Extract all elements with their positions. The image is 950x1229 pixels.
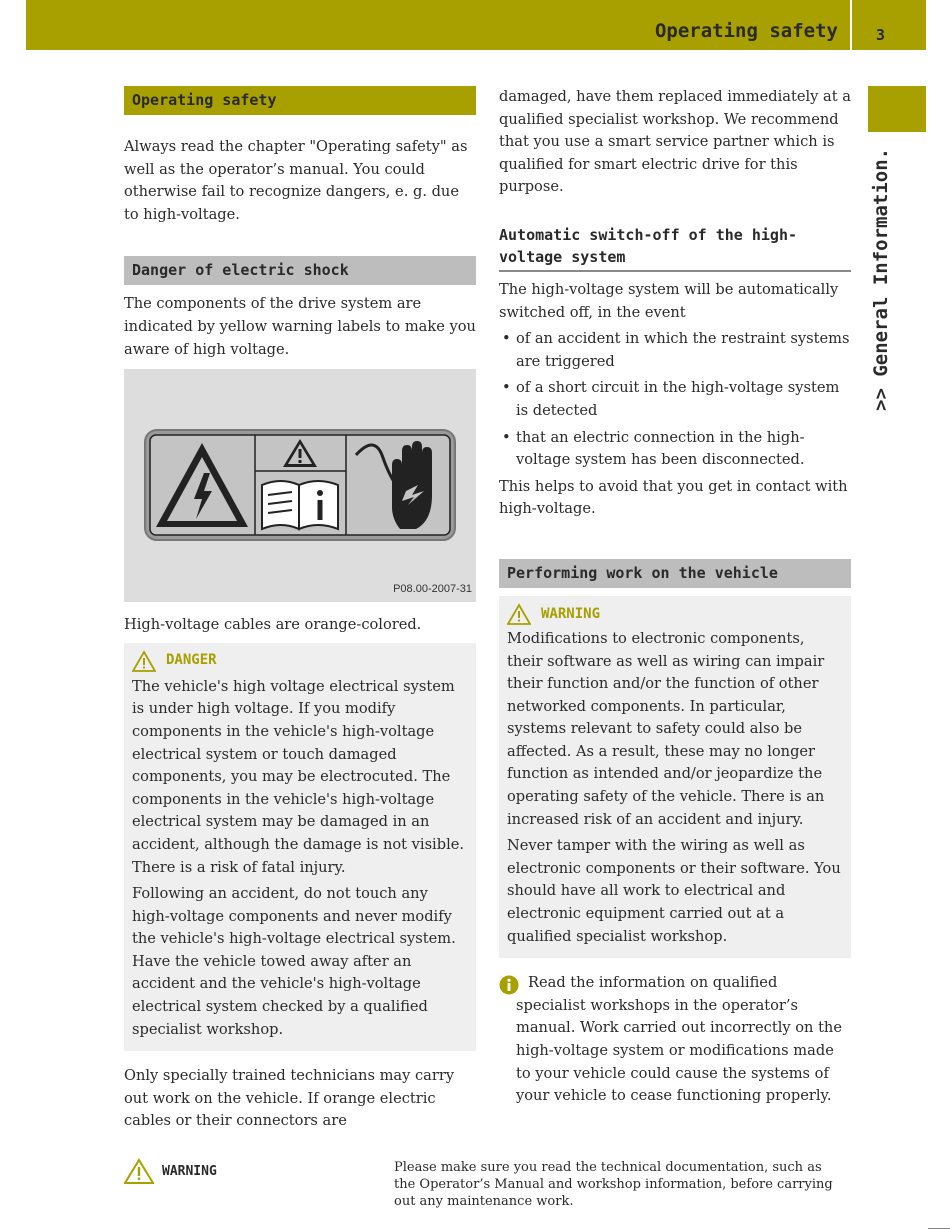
chapter-tab-label[interactable]: >> General Information. (870, 148, 892, 412)
warning-label-figure (124, 369, 476, 602)
cables-paragraph: High-voltage cables are orange-colored. (124, 616, 422, 634)
warning-triangle-icon (507, 603, 531, 625)
footer-warning-label: WARNING (162, 1164, 217, 1179)
info-note-text: Read the information on qualified specialist workshops in the operator’s manual. Work carried out incorrectly on the high-voltage system or modifications made to your vehicle could cause the systems of your vehicle to cease functioning properly. (516, 974, 842, 1105)
header-divider (850, 0, 852, 50)
intro-paragraph: Always read the chapter "Operating safety" as well as the operator’s manual. You could otherwise fail to recognize dangers, e. g. due to high-voltage. (124, 138, 468, 223)
warning-paragraph-2: Never tamper with the wiring as well as electronic components or their software. You should have all work to electrical and electronic equipment carried out at a qualified specialist workshop. (507, 837, 841, 945)
info-note (499, 972, 851, 1108)
info-icon (499, 975, 519, 995)
danger-paragraph-2: Following an accident, do not touch any high-voltage components and never modify the vehicle's high-voltage electrical system. Have the vehicle towed away after an accident and the vehicle's high-voltage electrical system checked by a qualified specialist workshop. (132, 885, 456, 1038)
danger-header (132, 649, 468, 673)
section-title-performing-work: Performing work on the vehicle (499, 559, 851, 588)
switchoff-outro: This helps to avoid that you get in contact with high-voltage. (499, 477, 848, 518)
page-number: 3 (876, 26, 886, 44)
section-title-operating-safety: Operating safety (124, 86, 476, 115)
right-column (499, 86, 851, 1108)
page-header-title: Operating safety (654, 20, 838, 42)
continued-paragraph: damaged, have them replaced immediately at a qualified specialist workshop. We recommend that you use a smart service partner which is qualified for smart electric drive for this purpose. (499, 88, 851, 196)
warning-box (499, 596, 851, 958)
trained-paragraph: Only specially trained technicians may carry out work on the vehicle. If orange electric cables or their connectors are (124, 1067, 455, 1130)
section-title-switch-off: Automatic switch-off of the high-voltage system (499, 224, 851, 272)
warning-triangle-icon (124, 1158, 154, 1185)
chapter-tab[interactable] (868, 86, 926, 132)
shock-paragraph: The components of the drive system are indicated by yellow warning labels to make you aware of high voltage. (124, 295, 476, 358)
danger-label: DANGER (166, 652, 217, 669)
warning-triangle-icon (132, 650, 156, 672)
figure-caption: P08.00-2007-31 (393, 582, 472, 595)
danger-paragraph-1: The vehicle's high voltage electrical system is under high voltage. If you modify components in the vehicle's high-voltage electrical system or touch damaged components, you may be electrocuted. The components in the vehicle's high-voltage electrical system may be damaged in an accident, although the damage is not visible. There is a risk of fatal injury. (132, 677, 465, 876)
switchoff-bullet-list (499, 328, 851, 472)
footer-text: Please make sure you read the technical documentation, such as the Operator’s Manual and workshop information, before carrying out any maintenance work. (394, 1160, 833, 1209)
list-item: • of a short circuit in the high-voltage system is detected (499, 377, 851, 422)
footer-warning (124, 1158, 217, 1185)
list-item: • of an accident in which the restraint systems are triggered (499, 328, 851, 373)
list-item: • that an electric connection in the high-voltage system has been disconnected. (499, 427, 851, 472)
danger-box (124, 643, 476, 1052)
left-column (124, 86, 476, 1133)
section-title-electric-shock: Danger of electric shock (124, 256, 476, 285)
warning-header (507, 602, 843, 626)
warning-label: WARNING (541, 605, 601, 622)
switchoff-intro: The high-voltage system will be automatically switched off, in the event (499, 280, 839, 321)
high-voltage-warning-label-image (144, 429, 456, 541)
warning-paragraph-1: Modifications to electronic components, their software as well as wiring can impair their function and/or the function of other networked components. In particular, systems relevant to safety could also be affected. As a result, these may no longer function as intended and/or jeopardize the operating safety of the vehicle. There is an increased risk of an accident and injury. (507, 629, 825, 828)
